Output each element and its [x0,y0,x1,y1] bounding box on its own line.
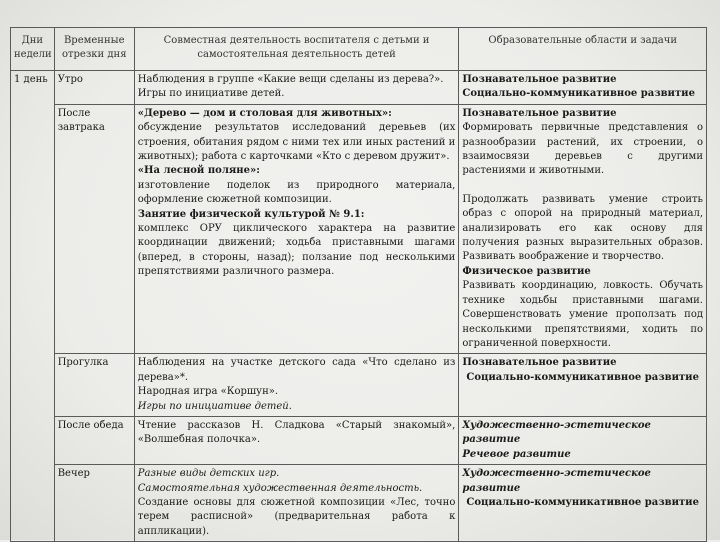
activity-cell [134,354,459,417]
areas-cell [459,71,707,105]
area-label: Социально-коммуникативное развитие [462,88,695,100]
activity-line: Создание основы для сюжетной композиции «Лес, точно терем расписной» (предварительная работа к аппликации). [137,496,456,537]
time-cell: Утро [54,71,134,105]
activity-cell [134,71,459,105]
activity-cell [134,416,459,464]
area-label: Физическое развитие [462,265,591,277]
activity-line: Наблюдения в группе «Какие вещи сделаны из дерева?». [137,74,444,85]
areas-cell [459,354,707,417]
area-label: Социально-коммуникативное развитие [466,496,699,508]
pe-session-title: Занятие физической культурой № 9.1: [137,208,365,220]
activity-title: «На лесной поляне»: [137,165,260,177]
area-label: Речевое развитие [462,448,571,460]
area-label: Художественно-эстетическое развитие [462,468,651,494]
header-activity: Совместная деятельность воспитателя с детьми и самостоятельная деятельность детей [134,28,459,71]
table-row [11,104,707,354]
daily-plan-table [10,27,707,542]
time-cell: После завтрака [54,104,134,354]
pe-session-text: комплекс ОРУ циклического характера на развитие координации движений; ходьба приставными шагами (вперед, в стороны, назад); ползание под несколькими препятствиями различного размера. [137,223,456,278]
activity-cell [134,104,459,354]
table-header-row [11,28,707,71]
activity-line: Наблюдения на участке детского сада «Что сделано из дерева»*. [137,357,456,383]
areas-cell [459,465,707,542]
header-days: Дни недели [11,28,55,71]
area-label: Познавательное развитие [462,74,617,85]
activity-cell [134,465,459,542]
table-row [11,354,707,417]
activity-line: Народная игра «Коршун». [137,386,279,398]
time-cell: Прогулка [54,354,134,417]
activity-line: Самостоятельная художественная деятельность. [137,482,423,494]
time-cell: После обеда [54,416,134,464]
activity-line: Игры по инициативе детей. [137,400,292,412]
area-task: Формировать первичные представления о разнообразии растений, их строении, о взаимосвязи деревьев с другими растениями и животными. [462,122,703,177]
area-label: Художественно-эстетическое развитие [462,419,651,446]
activity-text: обсуждение результатов исследований деревьев (их строения, обитания рядом с ними тех или иных растений и животных); работа с карточками «Кто с деревом дружит». [137,122,456,163]
area-label: Познавательное развитие [462,357,617,369]
activity-line: Разные виды детских игр. [137,468,280,480]
table-row [11,465,707,542]
header-areas: Образовательные области и задачи [459,28,707,71]
day-cell: 1 день [11,71,55,542]
areas-cell [459,104,707,354]
area-task: Развивать координацию, ловкость. Обучать технике ходьбы приставными шагами. Совершенствовать умение проползать под несколькими препятствиями, ходить по ограниченной поверхности. [462,280,703,349]
table-row [11,71,707,105]
area-label: Познавательное развитие [462,107,617,119]
activity-line: Игры по инициативе детей. [137,88,285,100]
area-task: Продолжать развивать умение строить образ с опорой на природный материал, анализировать его как основу для получения разных выразительных образов. Развивать воображение и творчество. [462,193,703,263]
table-row [11,416,707,464]
activity-line: Чтение рассказов Н. Сладкова «Старый знакомый», «Волшебная полочка». [137,419,456,446]
time-cell: Вечер [54,465,134,542]
activity-text: изготовление поделок из природного материала, оформление сюжетной композиции. [137,179,456,206]
areas-cell [459,416,707,464]
area-label: Социально-коммуникативное развитие [466,371,699,383]
activity-title: «Дерево — дом и столовая для животных»: [137,107,392,119]
header-time-periods: Временные отрезки дня [54,28,134,71]
